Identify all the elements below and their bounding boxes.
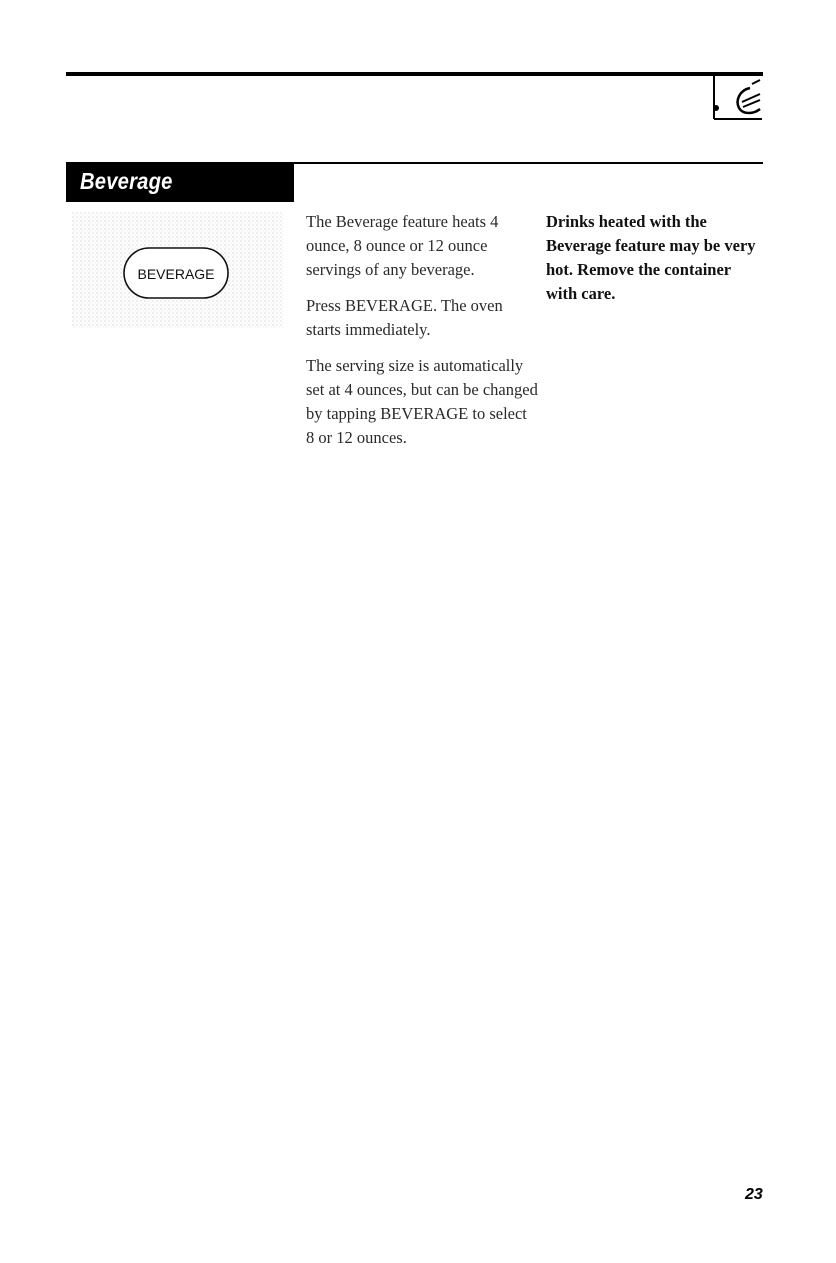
warning-note: Drinks heated with the Beverage feature may be very hot. Remove the container with care. [546,212,756,303]
section-title: Beverage [80,168,173,194]
instructions-column [306,210,538,462]
press-instruction-paragraph: Press BEVERAGE. The oven starts immediately. [306,296,503,339]
microwave-cooking-icon [712,76,762,120]
intro-paragraph: The Beverage feature heats 4 ounce, 8 ounce or 12 ounce servings of any beverage. [306,212,499,279]
top-rule [66,72,763,76]
beverage-button-label: BEVERAGE [137,266,215,282]
control-panel-illustration [72,212,284,328]
beverage-button-icon [124,248,228,298]
serving-size-paragraph: The serving size is automatically set at 4 ounces, but can be changed by tapping BEVERAGE to select 8 or 12 ounces. [306,356,538,447]
page-number: 23 [745,1186,763,1203]
